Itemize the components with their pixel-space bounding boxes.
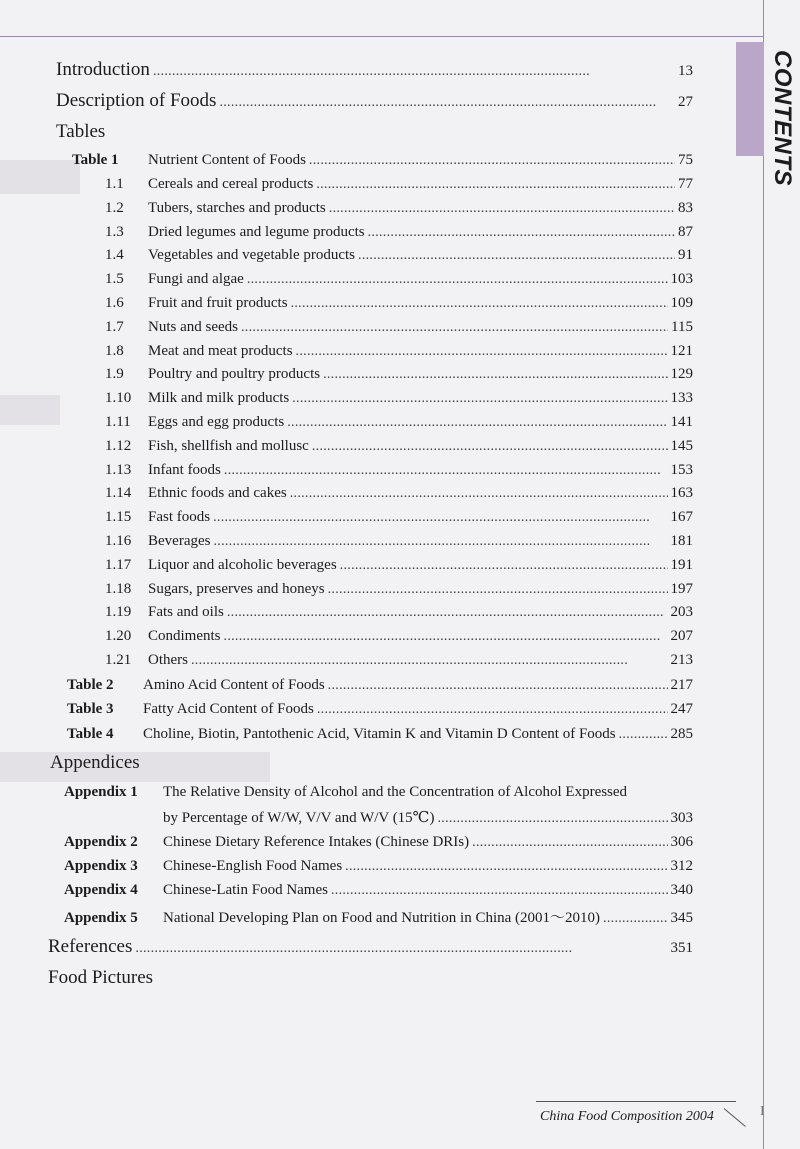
entry-title: Nuts and seeds <box>148 318 238 335</box>
page-number: 351 <box>670 940 693 956</box>
entry-title-line-1: The Relative Density of Alcohol and the Concentration of Alcohol Expressed <box>163 784 628 800</box>
toc-entry-table-2[interactable] <box>67 677 693 694</box>
dot-leader <box>472 835 667 851</box>
dot-leader <box>312 439 668 455</box>
entry-title: Chinese-English Food Names <box>163 858 343 874</box>
page-number: 312 <box>670 858 693 874</box>
page-number: 285 <box>670 726 693 742</box>
page-number: 345 <box>670 910 693 926</box>
appendix-label: Appendix 2 <box>64 834 138 850</box>
show-through-band <box>0 395 60 425</box>
subsection-number: 1.19 <box>105 604 132 621</box>
subsection-number: 1.5 <box>105 271 124 288</box>
page-number: 109 <box>670 295 693 311</box>
show-through-band <box>0 160 80 194</box>
toc-entry-subsection[interactable] <box>105 295 693 312</box>
dot-leader <box>287 415 667 431</box>
toc-entry-subsection[interactable] <box>105 319 693 336</box>
dot-leader <box>328 582 668 598</box>
subsection-number: 1.17 <box>105 556 132 573</box>
subsection-number: 1.10 <box>105 390 132 407</box>
dot-leader <box>153 64 675 80</box>
entry-title: Description of Foods <box>56 90 217 111</box>
running-footer: China Food Composition 2004 <box>540 1109 714 1124</box>
dot-leader <box>291 296 668 312</box>
page-number: 115 <box>671 318 693 335</box>
toc-entry-subsection[interactable] <box>105 509 693 526</box>
page-number: 247 <box>670 701 693 717</box>
dot-leader <box>292 391 667 407</box>
subsection-number: 1.20 <box>105 628 132 645</box>
dot-leader <box>290 486 668 502</box>
entry-title: References <box>48 936 133 957</box>
entry-title: Fatty Acid Content of Foods <box>143 701 314 717</box>
entry-title: Fungi and algae <box>148 271 244 288</box>
entry-title: Introduction <box>56 59 150 80</box>
appendix-label: Appendix 1 <box>64 784 138 800</box>
dot-leader <box>437 811 667 827</box>
page-number: 13 <box>678 63 693 79</box>
page-number: 153 <box>670 461 693 478</box>
entry-title: Vegetables and vegetable products <box>148 247 356 264</box>
toc-entry-subsection[interactable] <box>105 271 693 288</box>
top-rule <box>0 36 764 37</box>
entry-title: Choline, Biotin, Pantothenic Acid, Vitamin K and Vitamin D Content of Foods <box>143 726 616 742</box>
entry-title: Eggs and egg products <box>148 414 285 430</box>
toc-entry-table-1[interactable] <box>72 152 693 169</box>
toc-entry-appendix-1-continued[interactable] <box>163 808 693 827</box>
dot-leader <box>317 702 668 718</box>
dot-leader <box>296 344 668 360</box>
subsection-number: 1.13 <box>105 461 132 478</box>
toc-entry-subsection[interactable] <box>105 247 693 264</box>
page-number: 167 <box>670 509 693 526</box>
page-number: 217 <box>670 677 693 693</box>
subsection-number: 1.12 <box>105 437 132 454</box>
appendix-label: Appendix 4 <box>64 882 138 898</box>
subsection-number: 1.6 <box>105 295 124 311</box>
toc-entry-subsection[interactable] <box>105 224 693 241</box>
dot-leader <box>358 248 675 264</box>
toc-entry-subsection[interactable] <box>105 438 693 455</box>
toc-entry-appendix-2[interactable] <box>64 834 693 851</box>
toc-entry-subsection[interactable] <box>105 343 693 360</box>
toc-entry-subsection[interactable] <box>105 652 693 669</box>
toc-entry-introduction[interactable] <box>56 59 693 81</box>
toc-entry-subsection[interactable] <box>105 462 693 479</box>
entry-title: Cereals and cereal products <box>148 176 314 192</box>
dot-leader <box>323 367 667 383</box>
page-number: 145 <box>670 437 693 454</box>
dot-leader <box>219 95 675 111</box>
table-label: Table 1 <box>72 152 119 168</box>
dot-leader <box>191 653 668 669</box>
dot-leader <box>619 727 668 743</box>
toc-entry-appendix-4[interactable] <box>64 882 693 899</box>
entry-title: Nutrient Content of Foods <box>148 152 306 168</box>
dot-leader <box>340 558 668 574</box>
appendix-label: Appendix 5 <box>64 910 138 926</box>
entry-title: Beverages <box>148 533 211 549</box>
appendices-heading: Appendices <box>50 752 140 773</box>
subsection-number: 1.7 <box>105 318 124 335</box>
section-tab <box>736 42 764 156</box>
footer-rule-slant <box>724 1108 746 1127</box>
toc-entry-subsection[interactable] <box>105 176 693 193</box>
entry-title: Infant foods <box>148 461 221 478</box>
subsection-number: 1.3 <box>105 223 124 240</box>
toc-entry-subsection[interactable] <box>105 557 693 574</box>
toc-entry-subsection[interactable] <box>105 581 693 598</box>
page-number: 121 <box>670 342 693 359</box>
toc-entry-subsection[interactable] <box>105 604 693 621</box>
entry-title: Poultry and poultry products <box>148 366 321 383</box>
page-number: 213 <box>670 652 693 668</box>
entry-title: Fruit and fruit products <box>148 295 288 311</box>
page-number: 191 <box>670 556 693 573</box>
toc-entry-subsection[interactable] <box>105 366 693 383</box>
entry-title: Others <box>148 652 188 668</box>
subsection-number: 1.2 <box>105 199 124 216</box>
entry-title: Chinese-Latin Food Names <box>163 882 328 898</box>
page-number: 163 <box>670 485 693 502</box>
tables-heading: Tables <box>56 121 106 142</box>
page-number: 77 <box>678 176 693 192</box>
page-number: 203 <box>670 604 693 621</box>
entry-title: Chinese Dietary Reference Intakes (Chinese DRIs) <box>163 834 470 850</box>
entry-title: Liquor and alcoholic beverages <box>148 556 337 573</box>
page-number: 181 <box>670 533 693 549</box>
dot-leader <box>247 272 668 288</box>
entry-title: Ethnic foods and cakes <box>148 485 287 502</box>
toc-entry-appendix-5[interactable] <box>64 906 693 927</box>
entry-title: Amino Acid Content of Foods <box>143 677 325 693</box>
dot-leader <box>224 629 668 645</box>
dot-leader <box>328 678 668 694</box>
page-number: 303 <box>670 810 693 826</box>
dot-leader <box>213 534 667 550</box>
dot-leader <box>316 177 675 193</box>
entry-title: Fast foods <box>148 509 211 526</box>
entry-title: Dried legumes and legume products <box>148 223 365 240</box>
table-label: Table 2 <box>67 677 114 693</box>
subsection-number: 1.1 <box>105 176 124 192</box>
dot-leader <box>213 510 667 526</box>
toc-entry-food-pictures[interactable]: Food Pictures <box>48 967 154 988</box>
entry-title: Milk and milk products <box>148 390 290 407</box>
toc-entry-subsection[interactable] <box>105 628 693 645</box>
toc-entry-appendix-1[interactable] <box>64 784 627 801</box>
dot-leader <box>603 911 667 927</box>
page-number: 91 <box>678 247 693 264</box>
dot-leader <box>331 883 668 899</box>
page-number: 129 <box>670 366 693 383</box>
page-number: 207 <box>670 628 693 645</box>
dot-leader <box>345 859 667 875</box>
page-number: 340 <box>670 882 693 898</box>
toc-entry-table-3[interactable] <box>67 701 693 718</box>
page-number: 75 <box>678 152 693 168</box>
toc-entry-table-4[interactable] <box>67 726 693 743</box>
subsection-number: 1.21 <box>105 652 132 668</box>
page-number: 306 <box>670 834 693 850</box>
table-label: Table 4 <box>67 726 114 742</box>
dot-leader <box>135 941 667 957</box>
footer-rule <box>536 1101 736 1102</box>
subsection-number: 1.14 <box>105 485 132 502</box>
page-number: 87 <box>678 223 693 240</box>
entry-title: National Developing Plan on Food and Nutrition in China (2001～2010) <box>163 910 601 926</box>
table-label: Table 3 <box>67 701 114 717</box>
subsection-number: 1.9 <box>105 366 124 383</box>
toc-entry-appendix-3[interactable] <box>64 858 693 875</box>
page-folio: I <box>760 1104 765 1119</box>
entry-title: Sugars, preserves and honeys <box>148 580 325 597</box>
toc-entry-subsection[interactable] <box>105 200 693 217</box>
toc-entry-subsection[interactable] <box>105 533 693 550</box>
dot-leader <box>368 225 675 241</box>
contents-side-label: CONTENTS <box>769 50 796 186</box>
entry-title: Meat and meat products <box>148 342 293 359</box>
toc-entry-references[interactable] <box>48 936 693 958</box>
page-number: 83 <box>678 199 693 216</box>
dot-leader <box>227 605 668 621</box>
entry-title-line-2: by Percentage of W/W, V/V and W/V (15℃) <box>163 810 435 826</box>
dot-leader <box>309 153 675 169</box>
page-number: 197 <box>670 580 693 597</box>
entry-title: Tubers, starches and products <box>148 199 326 216</box>
page-number: 141 <box>670 414 693 430</box>
subsection-number: 1.15 <box>105 509 132 526</box>
subsection-number: 1.16 <box>105 533 132 549</box>
appendix-label: Appendix 3 <box>64 858 138 874</box>
subsection-number: 1.8 <box>105 342 124 359</box>
entry-title: Condiments <box>148 628 221 645</box>
toc-entry-subsection[interactable] <box>105 414 693 431</box>
toc-entry-description[interactable] <box>56 90 693 112</box>
page-number: 103 <box>670 271 693 288</box>
entry-title: Fats and oils <box>148 604 224 621</box>
subsection-number: 1.11 <box>105 414 131 430</box>
toc-entry-subsection[interactable] <box>105 485 693 502</box>
dot-leader <box>224 463 668 479</box>
subsection-number: 1.18 <box>105 580 132 597</box>
dot-leader <box>329 201 675 217</box>
subsection-number: 1.4 <box>105 247 124 264</box>
entry-title: Fish, shellfish and mollusc <box>148 437 309 454</box>
page-number: 133 <box>670 390 693 407</box>
page-number: 27 <box>678 94 693 110</box>
dot-leader <box>241 320 668 336</box>
toc-entry-subsection[interactable] <box>105 390 693 407</box>
